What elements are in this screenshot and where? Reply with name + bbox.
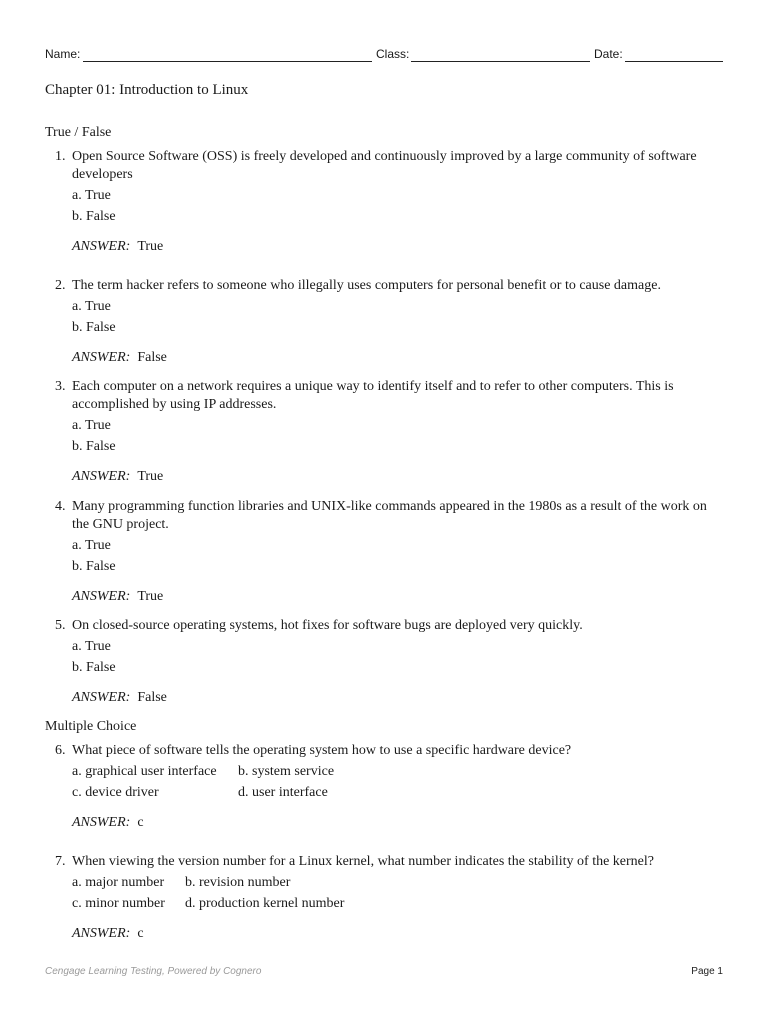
answer-label: ANSWER: <box>72 690 131 705</box>
answer-label: ANSWER: <box>72 926 131 941</box>
answer-value: False <box>137 690 167 705</box>
question-7 <box>55 853 725 943</box>
footer-publisher: Cengage Learning Testing, Powered by Cognero <box>45 966 262 977</box>
option-grid <box>72 763 725 802</box>
option-b: b. False <box>72 209 116 224</box>
question-number: 3. <box>55 379 66 394</box>
option-a: a. True <box>72 188 111 203</box>
page-footer <box>45 966 723 980</box>
question-text: Many programming function libraries and UNIX-like commands appeared in the 1980s as a result of the work on the GNU project. <box>72 499 707 532</box>
option-a: a. True <box>72 418 111 433</box>
chapter-title: Chapter 01: Introduction to Linux <box>45 82 249 98</box>
option-c: c. minor number <box>72 896 165 911</box>
name-label: Name: <box>45 47 81 61</box>
section-heading-true-false: True / False <box>45 125 112 140</box>
option-b: b. False <box>72 320 116 335</box>
option-a: a. graphical user interface <box>72 764 217 779</box>
date-blank-line[interactable] <box>625 61 723 62</box>
answer-value: True <box>137 469 164 484</box>
option-a: a. True <box>72 299 111 314</box>
class-label: Class: <box>376 47 410 61</box>
question-4 <box>55 498 725 606</box>
answer-value: True <box>137 239 164 254</box>
option-b: b. False <box>72 439 116 454</box>
question-text: Open Source Software (OSS) is freely developed and continuously improved by a large community of software developers <box>72 149 697 182</box>
question-number: 2. <box>55 278 66 293</box>
answer-line <box>72 588 725 606</box>
answer-label: ANSWER: <box>72 239 131 254</box>
name-blank-line[interactable] <box>83 61 372 62</box>
answer-label: ANSWER: <box>72 589 131 604</box>
question-3 <box>55 378 725 486</box>
answer-value: False <box>137 350 167 365</box>
question-1 <box>55 148 725 256</box>
option-c: c. device driver <box>72 785 159 800</box>
question-number: 1. <box>55 149 66 164</box>
class-blank-line[interactable] <box>411 61 590 62</box>
date-label: Date: <box>594 47 623 61</box>
option-b: b. False <box>72 660 116 675</box>
answer-line <box>72 925 725 943</box>
question-text: Each computer on a network requires a unique way to identify itself and to refer to other computers. This is accomplished by using IP addresses. <box>72 379 674 412</box>
page-number: Page 1 <box>691 966 723 977</box>
answer-line <box>72 238 725 256</box>
answer-value: c <box>137 815 144 830</box>
question-number: 7. <box>55 854 66 869</box>
question-number: 6. <box>55 743 66 758</box>
option-a: a. True <box>72 538 111 553</box>
option-b: b. False <box>72 559 116 574</box>
question-text: On closed-source operating systems, hot fixes for software bugs are deployed very quickly. <box>72 618 583 633</box>
question-text: When viewing the version number for a Linux kernel, what number indicates the stability of the kernel? <box>72 854 654 869</box>
answer-line <box>72 689 725 707</box>
option-a: a. major number <box>72 875 165 890</box>
answer-label: ANSWER: <box>72 469 131 484</box>
question-text: The term hacker refers to someone who illegally uses computers for personal benefit or to cause damage. <box>72 278 661 293</box>
student-info-header <box>45 46 723 64</box>
option-d: d. user interface <box>238 785 328 800</box>
question-number: 5. <box>55 618 66 633</box>
answer-line <box>72 814 725 832</box>
option-a: a. True <box>72 639 111 654</box>
answer-value: True <box>137 589 164 604</box>
question-number: 4. <box>55 499 66 514</box>
option-grid <box>72 874 725 913</box>
question-2 <box>55 277 725 367</box>
option-d: d. production kernel number <box>185 896 345 911</box>
answer-line <box>72 349 725 367</box>
answer-label: ANSWER: <box>72 350 131 365</box>
question-5 <box>55 617 725 707</box>
option-b: b. system service <box>238 764 335 779</box>
answer-value: c <box>137 926 144 941</box>
question-text: What piece of software tells the operating system how to use a specific hardware device? <box>72 743 572 758</box>
answer-label: ANSWER: <box>72 815 131 830</box>
option-b: b. revision number <box>185 875 291 890</box>
section-heading-multiple-choice: Multiple Choice <box>45 719 137 734</box>
question-6 <box>55 742 725 832</box>
answer-line <box>72 468 725 486</box>
